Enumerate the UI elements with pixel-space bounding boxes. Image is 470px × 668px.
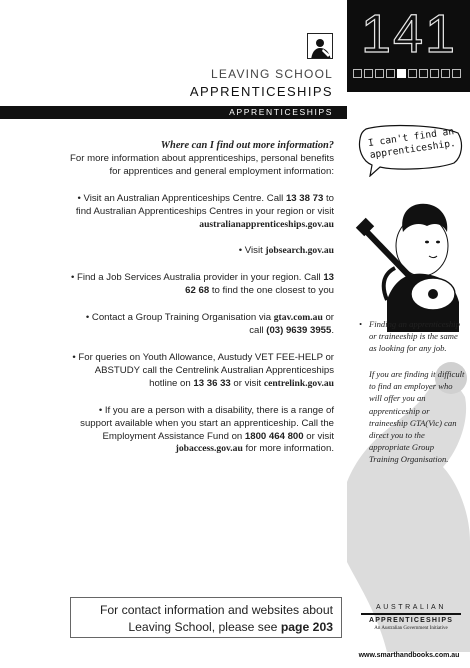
- cross-reference-box: [70, 597, 342, 638]
- progress-square: [386, 69, 395, 78]
- logo-line: AUSTRALIAN: [376, 604, 446, 611]
- progress-square: [408, 69, 417, 78]
- cross-reference-line: Leaving School, please see page 203: [128, 620, 333, 634]
- progress-square-active: [397, 69, 406, 78]
- logo-divider: [361, 613, 461, 615]
- list-item: • Visit jobsearch.gov.au: [238, 245, 334, 257]
- sidebar-note: [359, 318, 465, 465]
- question-heading: Where can I find out more information?: [160, 140, 334, 151]
- cross-reference-line: For contact information and websites about: [99, 603, 333, 617]
- progress-square: [353, 69, 362, 78]
- list-item: • If you are a person with a disability, there is a range of support available when you start an apprenticeship. Call the Employment Assistance Fund on 1800 464 800 or visit jobaccess.gov.au for more information.: [80, 404, 334, 455]
- progress-square: [452, 69, 461, 78]
- page-number: 141: [360, 4, 458, 64]
- section-progress-indicator: [353, 69, 461, 78]
- website-link[interactable]: centrelink.gov.au: [263, 377, 334, 389]
- sidebar-paragraph: If you are finding it difficult to find an employer who will offer you an apprenticeship or traineeship GTA(Vic) can direct you to the appropriate Group Training Organisation.: [369, 369, 465, 464]
- phone-number: 1800 464 800: [244, 430, 304, 442]
- website-link[interactable]: jobsearch.gov.au: [265, 245, 334, 257]
- list-item: • Find a Job Services Australia provider in your region. Call 13 62 68 to find the one closest to you: [70, 272, 334, 297]
- list-item: • Visit an Australian Apprenticeships Centre. Call 13 38 73 to find Australian Apprenticeships Centres in your region or visit australianapprenticeships.gov.au: [75, 192, 334, 230]
- website-link[interactable]: australianapprenticeships.gov.au: [199, 218, 334, 230]
- phone-number: 13 38 73: [285, 192, 324, 204]
- progress-square: [430, 69, 439, 78]
- phone-number: 13 62 68: [185, 272, 334, 297]
- intro-paragraph: For more information about apprenticeships, personal benefits for apprentices and general employment information:: [70, 152, 334, 177]
- page-reference-link[interactable]: page 203: [280, 620, 333, 634]
- sidebar-paragraph: Finding an apprenticeship or traineeship is the same as looking for any job.: [369, 319, 460, 354]
- progress-square: [364, 69, 373, 78]
- speech-bubble-text: I can't find an apprenticeship.: [367, 126, 457, 161]
- list-item: • For queries on Youth Allowance, Austudy VET FEE-HELP or ABSTUDY call the Centrelink Australian Apprenticeships hotline on 13 36 33 or visit centrelink.gov.au: [72, 351, 334, 389]
- title-bar-label: APPRENTICESHIPS: [229, 107, 333, 117]
- progress-square: [441, 69, 450, 78]
- phone-number: 13 36 33: [193, 377, 231, 389]
- logo-line: APPRENTICESHIPS: [368, 617, 454, 624]
- australian-apprenticeships-logo: [361, 603, 461, 632]
- progress-square: [375, 69, 384, 78]
- website-footer-link[interactable]: www.smarthandbooks.com.au: [358, 652, 460, 659]
- website-link[interactable]: jobaccess.gov.au: [175, 443, 243, 455]
- progress-square: [419, 69, 428, 78]
- website-link[interactable]: gtav.com.au: [273, 312, 323, 324]
- sidebar-bullet: •: [359, 319, 363, 329]
- list-item: • Contact a Group Training Organisation via gtav.com.au or call (03) 9639 3955.: [85, 312, 334, 337]
- title-bar: [0, 106, 347, 119]
- phone-number: (03) 9639 3955: [266, 325, 332, 337]
- page-title: APPRENTICESHIPS: [189, 84, 333, 99]
- logo-tagline: An Australian Government Initiative: [374, 626, 448, 631]
- section-kicker: LEAVING SCHOOL: [211, 67, 333, 81]
- main-content: [70, 140, 334, 470]
- section-logo-icon: [307, 33, 333, 59]
